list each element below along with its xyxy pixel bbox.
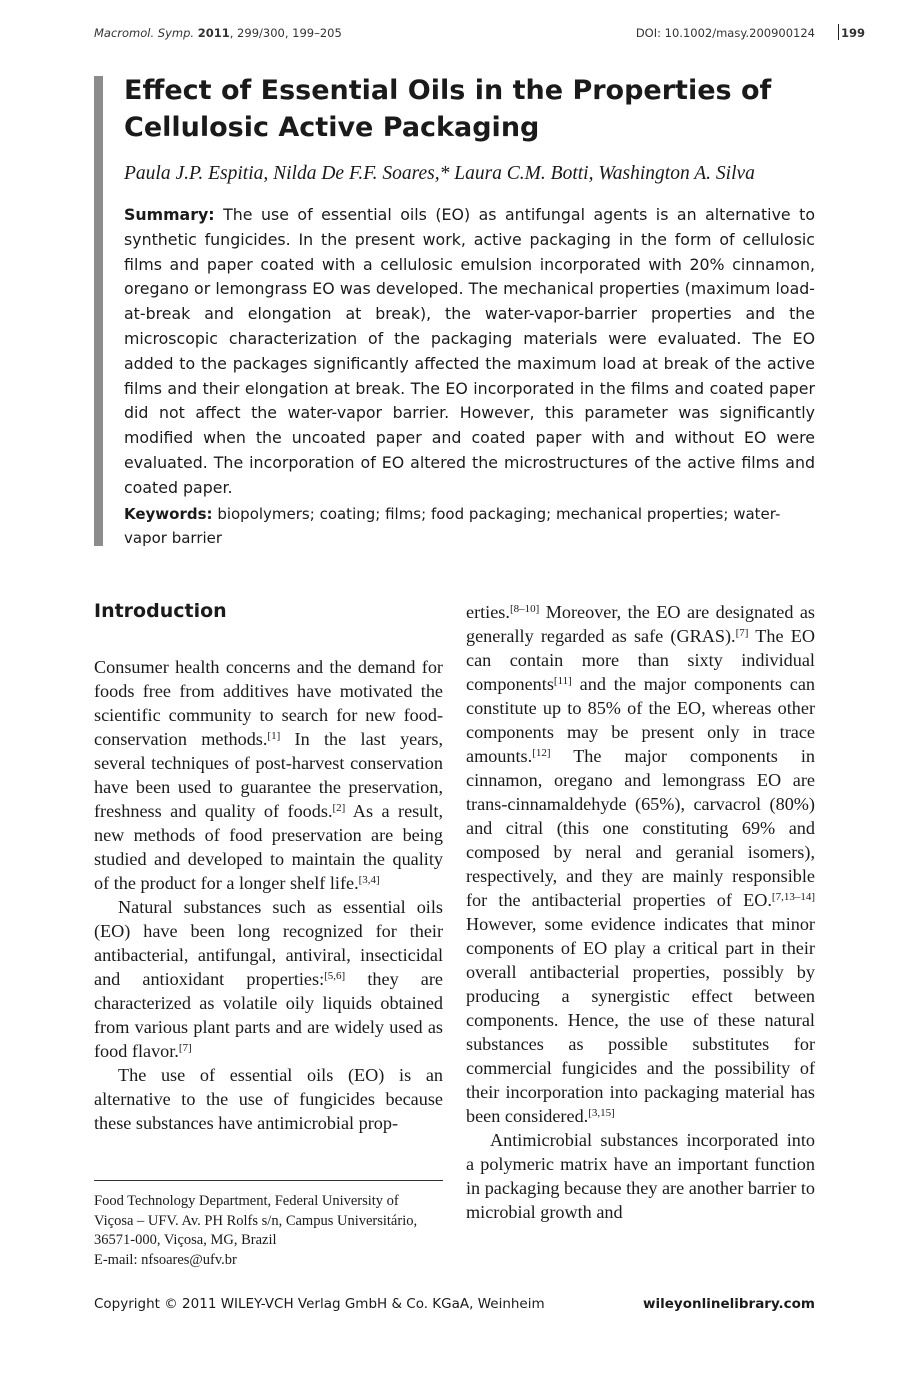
abstract xyxy=(124,203,815,501)
text-run: The major components in cinnamon, oregano and lemongrass EO are trans-cinnamaldehyde (65%), carvacrol (80%) and citral (this one constituting 69% and composed by neral and geranial isomers), respectively, and they are mainly responsible for the antibacterial properties of EO. xyxy=(466,746,815,910)
citation-ref: [3,4] xyxy=(358,874,380,886)
keywords xyxy=(124,502,815,550)
text-run: erties. xyxy=(466,602,510,622)
citation-ref: [12] xyxy=(532,747,551,759)
right-column xyxy=(466,600,815,1224)
journal-citation xyxy=(94,26,342,40)
keywords-text: biopolymers; coating; films; food packaging; mechanical properties; water-vapor barrier xyxy=(124,505,781,547)
text-run: and the major components can constitute up to 85% of the EO, whereas other components may be present only in trace amounts. xyxy=(466,674,815,766)
journal-volume-pages: , 299/300, 199–205 xyxy=(229,26,342,40)
text-run: Consumer health concerns and the demand for foods free from additives have motivated the scientific community to search for new food-conservation methods. xyxy=(94,657,443,749)
keywords-label: Keywords: xyxy=(124,505,213,523)
doi: DOI: 10.1002/masy.200900124 xyxy=(635,26,815,40)
text-run: As a result, new methods of food preservation are being studied and developed to maintain the quality of the product for a longer shelf life. xyxy=(94,801,444,893)
left-column xyxy=(94,597,443,1135)
article-title: Effect of Essential Oils in the Properties of Cellulosic Active Packaging xyxy=(124,75,772,143)
page-number: 199 xyxy=(840,26,865,40)
intro-paragraph-1 xyxy=(94,655,443,895)
header-divider xyxy=(838,24,840,40)
text-run: they are characterized as volatile oily liquids obtained from various plant parts and are widely used as food flavor. xyxy=(94,969,443,1061)
affiliation-footnote xyxy=(94,1192,454,1270)
title-accent-bar xyxy=(94,76,103,546)
text-run: The EO can contain more than sixty individual components xyxy=(466,626,815,694)
citation-ref: [3,15] xyxy=(588,1107,615,1119)
summary-label: Summary: xyxy=(124,205,215,224)
text-run: Natural substances such as essential oils (EO) have been long recognized for their antibacterial, antifungal, antiviral, insecticidal and antioxidant properties: xyxy=(94,897,443,989)
footnote-line: 36571-000, Viçosa, MG, Brazil xyxy=(94,1232,277,1248)
citation-ref: [7,13–14] xyxy=(771,891,815,903)
intro-paragraph-3 xyxy=(94,1063,443,1135)
intro-paragraph-3-continued xyxy=(466,600,815,1128)
text-run: In the last years, several techniques of post-harvest conservation have been used to guarantee the preservation, freshness and quality of foods. xyxy=(94,729,444,821)
summary-text: The use of essential oils (EO) as antifungal agents is an alternative to synthetic fungicides. In the present work, active packaging in the form of cellulosic films and paper coated with a cellulosic emulsion incorporated with 20% cinnamon, oregano or lemongrass EO was developed. The mechanical properties (maximum load-at-break and elongation at break), the water-vapor-barrier properties and the microscopic characterization of the packaging materials were evaluated. The EO added to the packages significantly affected the maximum load at break of the active films and their elongation at break. The EO incorporated in the films and coated paper did not affect the water-vapor barrier. However, this parameter was significantly modified when the uncoated paper and coated paper with and without EO were evaluated. The incorporation of EO altered the microstructures of the active films and coated paper. xyxy=(124,205,815,497)
footnote-line: Viçosa – UFV. Av. PH Rolfs s/n, Campus Universitário, xyxy=(94,1212,418,1229)
running-header xyxy=(94,24,865,44)
citation-ref: [7] xyxy=(178,1042,192,1054)
text-run: Moreover, the EO are designated as generally regarded as safe (GRAS). xyxy=(466,602,815,646)
publisher-website: wileyonlinelibrary.com xyxy=(643,1296,815,1312)
text-run: Antimicrobial substances incorporated into a polymeric matrix have an important function in packaging because they are another barrier to microbial growth and xyxy=(466,1130,815,1222)
footnote-email: E-mail: nfsoares@ufv.br xyxy=(94,1251,237,1268)
citation-ref: [1] xyxy=(267,730,281,742)
citation-ref: [8–10] xyxy=(509,603,540,615)
text-run: However, some evidence indicates that minor components of EO play a critical part in their overall antibacterial properties, possibly by producing a synergistic effect between components. Hence, the use of these natural substances as possible substitutes for commercial fungicides and the possibility of their incorporation into packaging material has been considered. xyxy=(466,914,815,1126)
author-list: Paula J.P. Espitia, Nilda De F.F. Soares,* Laura C.M. Botti, Washington A. Silva xyxy=(124,163,755,184)
citation-ref: [7] xyxy=(735,627,749,639)
journal-year: 2011 xyxy=(197,26,230,40)
intro-paragraph-2 xyxy=(94,895,443,1063)
citation-ref: [5,6] xyxy=(324,970,346,982)
intro-paragraph-4 xyxy=(466,1128,815,1224)
copyright-notice: Copyright © 2011 WILEY-VCH Verlag GmbH & Co. KGaA, Weinheim xyxy=(94,1296,545,1312)
text-run: The use of essential oils (EO) is an alternative to the use of fungicides because these substances have antimicrobial prop- xyxy=(94,1065,443,1133)
citation-ref: [11] xyxy=(553,675,572,687)
journal-name: Macromol. Symp. xyxy=(94,26,195,40)
section-heading-introduction: Introduction xyxy=(94,600,227,622)
citation-ref: [2] xyxy=(332,802,346,814)
footnote-rule xyxy=(94,1180,443,1181)
footnote-line: Food Technology Department, Federal University of xyxy=(94,1193,399,1209)
